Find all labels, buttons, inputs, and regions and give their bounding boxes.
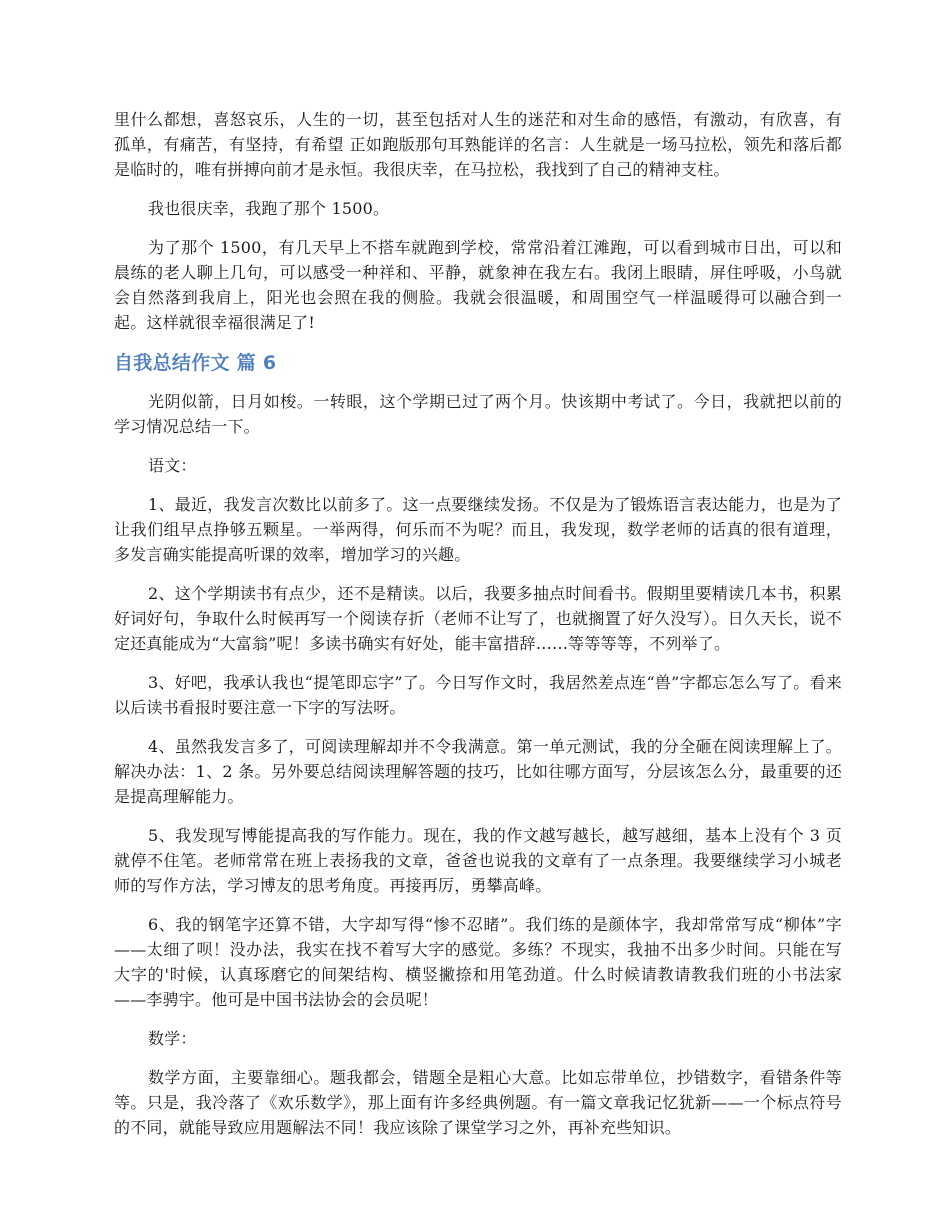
body-paragraph: 数学方面，主要靠细心。题我都会，错题全是粗心大意。比如忘带单位，抄错数字，看错条件等等。只是，我冷落了《欢乐数学》，那上面有许多经典例题。有一篇文章我记忆犹新——一个标点符号的不同，就能导致应用题解法不同！我应该除了课堂学习之外，再补充些知识。: [114, 1068, 842, 1137]
body-paragraph: 光阴似箭，日月如梭。一转眼，这个学期已过了两个月。快该期中考试了。今日，我就把以前的学习情况总结一下。: [114, 392, 842, 436]
body-paragraph: 3、好吧，我承认我也“提笔即忘字”了。今日写作文时，我居然差点连“兽”字都忘怎么写了。看来以后读书看报时要注意一下字的写法呀。: [114, 673, 842, 717]
subject-label-math: 数学：: [148, 1029, 197, 1048]
body-paragraph: 为了那个 1500，有几天早上不搭车就跑到学校，常常沿着江滩跑，可以看到城市日出，可以和晨练的老人聊上几句，可以感受一种祥和、平静，就象神在我左右。我闭上眼睛，屏住呼吸，小鸟就会自然落到我肩上，阳光也会照在我的侧脸。我就会很温暖，和周围空气一样温暖得可以融合到一起。这样就很幸福很满足了!: [114, 238, 842, 332]
document-page: [114, 107, 842, 1154]
body-paragraph: 里什么都想，喜怒哀乐，人生的一切，甚至包括对人生的迷茫和对生命的感悟，有激动，有欣喜，有孤单，有痛苦，有坚持，有希望 正如跑版那句耳熟能详的名言：人生就是一场马拉松，领先和落后都是临时的，唯有拼搏向前才是永恒。我很庆幸，在马拉松，我找到了自己的精神支柱。: [114, 110, 842, 179]
body-paragraph: 1、最近，我发言次数比以前多了。这一点要继续发扬。不仅是为了锻炼语言表达能力，也是为了让我们组早点挣够五颗星。一举两得，何乐而不为呢？而且，我发现，数学老师的话真的很有道理，多发言确实能提高听课的效率，增加学习的兴趣。: [114, 495, 842, 564]
body-paragraph: 5、我发现写博能提高我的写作能力。现在，我的作文越写越长，越写越细，基本上没有个 3 页就停不住笔。老师常常在班上表扬我的文章，爸爸也说我的文章有了一点条理。我要继续学习小城老师的写作方法，学习博友的思考角度。再接再厉，勇攀高峰。: [114, 826, 842, 895]
body-paragraph: 2、这个学期读书有点少，还不是精读。以后，我要多抽点时间看书。假期里要精读几本书，积累好词好句，争取什么时候再写一个阅读存折（老师不让写了，也就搁置了好久没写）。日久天长，说不定还真能成为“大富翁”呢！多读书确实有好处，能丰富措辞……等等等等，不列举了。: [114, 584, 842, 653]
subject-label-chinese: 语文：: [148, 456, 197, 475]
body-paragraph: 6、我的钢笔字还算不错，大字却写得“惨不忍睹”。我们练的是颜体字，我却常常写成“柳体”字——太细了呗！没办法，我实在找不着写大字的感觉。多练？不现实，我抽不出多少时间。只能在写大字的'时候，认真琢磨它的间架结构、横竖撇捺和用笔劲道。什么时候请教请教我们班的小书法家——李骋宇。他可是中国书法协会的会员呢！: [114, 915, 842, 1009]
body-paragraph: 我也很庆幸，我跑了那个 1500。: [148, 199, 390, 218]
body-paragraph: 4、虽然我发言多了，可阅读理解却并不令我满意。第一单元测试，我的分全砸在阅读理解上了。解决办法：1、2 条。另外要总结阅读理解答题的技巧，比如往哪方面写，分层该怎么分，最重要的还是提高理解能力。: [114, 737, 842, 806]
section-heading: 自我总结作文 篇 6: [114, 352, 277, 374]
